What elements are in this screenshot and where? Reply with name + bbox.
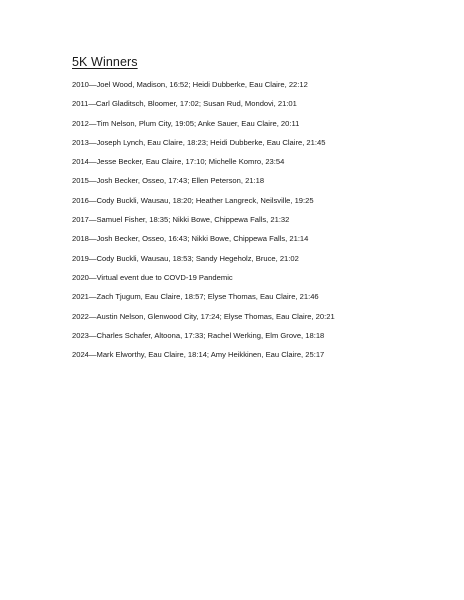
list-item: 2013—Joseph Lynch, Eau Claire, 18:23; Heidi Dubberke, Eau Claire, 21:45	[72, 137, 326, 147]
list-item: 2010—Joel Wood, Madison, 16:52; Heidi Dubberke, Eau Claire, 22:12	[72, 80, 308, 89]
list-item: 2017—Samuel Fisher, 18:35; Nikki Bowe, Chippewa Falls, 21:32	[72, 215, 290, 225]
list-item: 2020—Virtual event due to COVD-19 Pandemic	[72, 272, 233, 282]
list-item: 2012—Tim Nelson, Plum City, 19:05; Anke Sauer, Eau Claire, 20:11	[72, 118, 300, 128]
list-item: 2018—Josh Becker, Osseo, 16:43; Nikki Bowe, Chippewa Falls, 21:14	[72, 234, 309, 244]
list-item: 2011—Carl Gladitsch, Bloomer, 17:02; Susan Rud, Mondovi, 21:01	[72, 99, 297, 109]
list-item: 2021—Zach Tjugum, Eau Claire, 18:57; Elyse Thomas, Eau Claire, 21:46	[72, 292, 319, 302]
page-title: 5K Winners	[72, 55, 138, 69]
list-item: 2015—Josh Becker, Osseo, 17:43; Ellen Peterson, 21:18	[72, 176, 265, 186]
list-item: 2019—Cody Buckli, Wausau, 18:53; Sandy Hegeholz, Bruce, 21:02	[72, 253, 299, 263]
list-item: 2014—Jesse Becker, Eau Claire, 17:10; Michelle Komro, 23:54	[72, 157, 285, 167]
list-item: 2024—Mark Elworthy, Eau Claire, 18:14; Amy Heikkinen, Eau Claire, 25:17	[72, 350, 325, 360]
list-item: 2023—Charles Schafer, Altoona, 17:33; Rachel Werking, Elm Grove, 18:18	[72, 330, 325, 340]
winners-list	[72, 80, 335, 369]
list-item: 2016—Cody Buckli, Wausau, 18:20; Heather Langreck, Neilsville, 19:25	[72, 195, 314, 205]
list-item: 2022—Austin Nelson, Glenwood City, 17:24; Elyse Thomas, Eau Claire, 20:21	[72, 311, 335, 321]
